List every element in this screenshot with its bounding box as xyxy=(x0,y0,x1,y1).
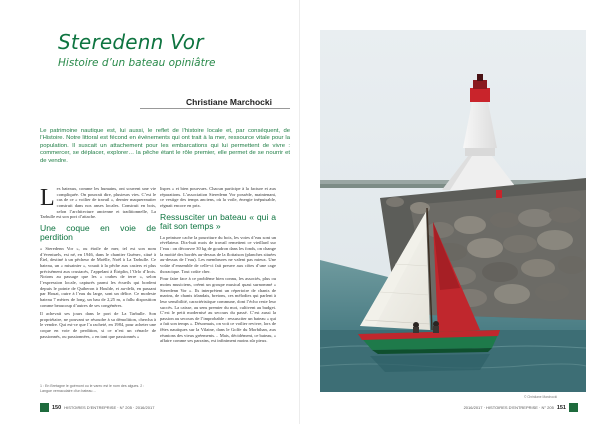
column1-paragraph-3: Il achevait ses jours dans le port de La Tarbulle. Son propriétaire, ne pouvant se résoudre à sa démolition, chercha à le vendre. Qui est-ce que l’a racheté, en 1984, pour acheter une coque en voie de perdition, si ce n’est un cénacle de passionnés, ou passionnées, « en tant que passionnés » xyxy=(40,311,156,339)
column2-paragraph-3: Pour faire face à ce problème bien connu, les associés, plus ou moins musiciens, créent un groupe musical quasi surnommé « Steredenn Vor ». Ils interprètent un répertoire de chants de marins, de chants irlandais, bretons, ces mélodies qui parlent à leur sensibilité, caractéristique commune, dont l’écho reste leur succès. La caisse, au sens premier du mot, cultivent au budget. C’est le petit modernisé au secours du passé. C’est aussi la passion au secours de l’improbable : ressusciter un bateau « qui a fait son temps ». Désormais, on voit ce voilier revivre, lors de fêtes nautiques sur la Vilaine, dans le Golfe du Morbihan, aux réunions des vieux gréements… Mais, décidément, ce bateau, « affaire comme ses parrains, est infiniment moins sûr pieux. xyxy=(160,276,276,344)
left-folio xyxy=(40,403,154,412)
author-name: Christiane Marchocki xyxy=(186,97,272,107)
column2-paragraph-1: lispes » et bien pourvues. Chacun participe à la facture et aux réparations. L’association Steredenn Vor possède, maintenant, ce vestige des temps anciens, où la voile, énergie inépuisable, régnait encore en prix. xyxy=(160,186,276,208)
text-column-2 xyxy=(160,186,276,344)
left-page-number: 150 xyxy=(52,404,62,411)
section-heading-1: Une coque en voie de perdition xyxy=(40,222,156,243)
text-column-1 xyxy=(40,186,156,339)
sailboat-photo xyxy=(320,30,586,392)
column1-paragraph-2: « Steredenn Vor », ou étoile de mer, tel est son nom d’éventuels, est né, en 1946, dans le chantier Guénec, situé à Étel, destiné à un pêcheur de Moëlle, Noël à La Tarbulle. Ce bateau, un « misainier », vouait à la pêche aux casiers et plus précisément aux crustacés, l’appelant à Étriplin, l’Orlo d’Irois. Notons au passage que les « crabes de terre », selon l’expression locale, capturés parmi les écueils qui bordent depuis le pointe de Quiberon à Houlde, et au-delà, en passant par Houat, outre à l’eau du large, sont un délice. Ce modeste bateau 7 mètres de long, un bau de 2,25 m, a fallu disposition comme beaucoup d’autres de ses congénères. xyxy=(40,245,156,308)
right-page-number: 151 xyxy=(556,404,566,411)
column1-paragraph-1: es bateaux, comme les humains, ont souvent une vie compliquée. On pourrait dire, plusieurs vies. C’est le cas de ce « voilier de travail », dernier maquereautier construit dans nos anses locales. Construit en bois, selon l’architecture ancienne et traditionnelle, La Tarbulle est son port d’attache. xyxy=(40,186,156,220)
sailboat-photo-illustration xyxy=(320,30,586,392)
right-folio-text: 2016/2017 · HISTOIRES D’ENTREPRISE · N° 205 xyxy=(463,405,554,410)
folio-square-icon xyxy=(569,403,578,412)
left-folio-text: HISTOIRES D’ENTREPRISE · N° 205 · 2016/2017 xyxy=(64,405,155,410)
intro-paragraph: Le patrimoine nautique est, lui aussi, le reflet de l’histoire locale et, par conséquent, de l’Histoire. Notre littoral est fécond en événements qui ont trait à la mer, ressource vitale pour la population. Il suscait un attachement pour les embarcations qui lui permettent de vivre : commercer, se déplacer, explorer… la pêche étant le rôle premier, elle permet de se nourrir et de vendre. xyxy=(40,128,290,164)
drop-cap: L xyxy=(40,185,55,211)
article-subtitle: Histoire d’un bateau opiniâtre xyxy=(58,57,216,69)
column2-paragraph-2: La peinture cache la pourriture du bois, les voies d’eau sont un révélateur. Dix-huit mois de travail remettent ce vieillard sur l’eau : on découvre 30 kg de goudron dans les fonds, on change la moitié des bordés au-dessus de la flottaison (planches situées au-dessus de l’eau). Les membrures ne valent pas mieux. Une voûte d’ensemble de celle-ci fait preuve aux côtes d’une cage thoracique. Tout coûte cher. xyxy=(160,234,276,274)
photo-caption: © Christiane Marchocki xyxy=(524,395,557,399)
footnotes: 1 : En Bretagne le goémont ou le varec est le nom des algues. 2 : Langue vernaculaire d’un bateau… xyxy=(40,384,145,393)
right-folio xyxy=(464,403,578,412)
author-divider xyxy=(140,108,290,109)
article-title: Steredenn Vor xyxy=(58,30,204,54)
right-page xyxy=(300,0,600,424)
folio-square-icon xyxy=(40,403,49,412)
section-heading-2: Ressusciter un bateau « qui a fait son temps » xyxy=(160,211,276,232)
